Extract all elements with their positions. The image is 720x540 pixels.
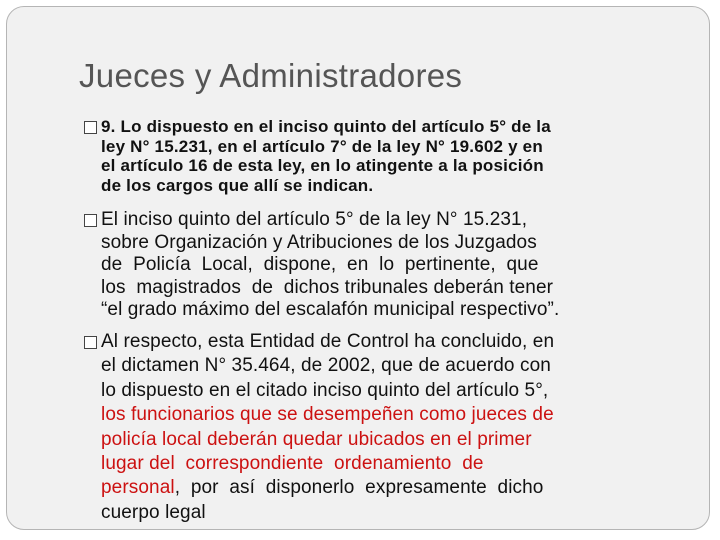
slide-title: Jueces y Administradores [79,57,463,94]
highlighted-line: policía local deberán quedar ubicados en el primer [101,428,532,450]
text-line: El inciso quinto del artículo 5° de la ley N° 15.231, [101,209,528,230]
checkbox-bullet-icon [84,336,97,349]
bullet-3-text [101,330,554,525]
bullet-2-text [101,209,559,322]
checkbox-bullet-icon [84,121,97,134]
text-line: de Policía Local, dispone, en lo pertinente, que [101,254,539,276]
text-line: 9. Lo dispuesto en el inciso quinto del artículo 5° de la [101,117,551,136]
highlighted-line: lugar del correspondiente ordenamiento de [101,453,484,475]
text-line: cuerpo legal [101,501,206,523]
text-line: , por así disponerlo expresamente dicho [174,477,544,499]
highlighted-line: los funcionarios que se desempeñen como jueces de [101,404,554,426]
text-line: lo dispuesto en el citado inciso quinto del artículo 5°, [101,379,549,401]
bullet-1-text [101,117,551,195]
checkbox-bullet-icon [84,214,97,227]
highlighted-word: personal [101,477,175,499]
text-line: “el grado máximo del escalafón municipal respectivo”. [101,299,560,321]
text-line: los magistrados de dichos tribunales deberán tener [101,276,554,298]
text-line: Al respecto, esta Entidad de Control ha concluido, en [101,331,555,352]
text-line: el dictamen N° 35.464, de 2002, que de acuerdo con [101,355,551,377]
text-line: el artículo 16 de esta ley, en lo atingente a la posición [101,156,544,175]
text-line: ley N° 15.231, en el artículo 7° de la ley N° 19.602 y en [101,136,543,156]
text-line: sobre Organización y Atribuciones de los Juzgados [101,231,537,253]
text-line: de los cargos que allí se indican. [101,175,374,195]
